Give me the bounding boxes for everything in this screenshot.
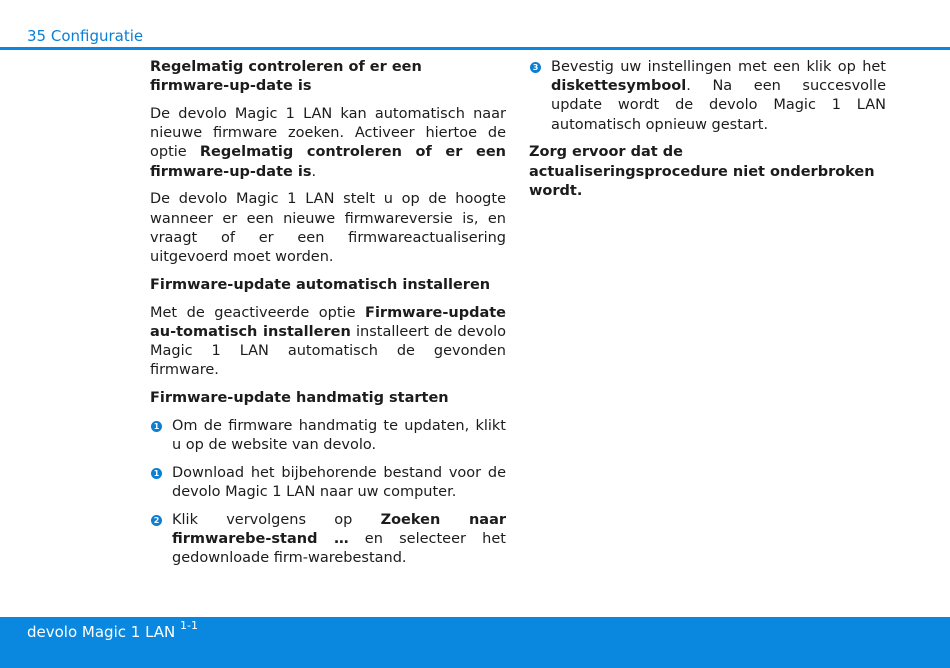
step-number-icon: 3 <box>530 62 541 73</box>
step-item <box>150 417 506 455</box>
step-text: Download het bijbehorende bestand voor de devolo Magic 1 LAN naar uw computer. <box>172 464 506 501</box>
step-item <box>150 464 506 502</box>
page-footer <box>0 617 950 668</box>
page-title: 35 Configuratie <box>27 27 144 45</box>
warning-note: Zorg ervoor dat de actualiseringsprocedure niet onderbroken wordt. <box>529 144 875 199</box>
section-heading-auto-install: Firmware-update automatisch installeren <box>150 276 491 293</box>
step-number-icon: 1 <box>151 421 162 432</box>
step-text: . Na een succesvolle update wordt de devolo Magic 1 LAN automatisch opnieuw gestart. <box>551 78 886 133</box>
text: installeert de devolo Magic 1 LAN automatisch de gevonden firmware. <box>150 323 506 379</box>
paragraph-notify: De devolo Magic 1 LAN stelt u op de hoogte wanneer er een nieuwe firmwareversie is, en vraagt of er een firmwareactualisering uitgevoerd moet worden. <box>150 191 506 266</box>
paragraph-auto-search <box>150 105 506 182</box>
version-number: 1-1 <box>180 619 198 632</box>
right-column <box>529 58 886 210</box>
step-number-icon: 2 <box>151 515 162 526</box>
product-name: devolo Magic 1 LAN <box>27 623 176 641</box>
option-name: Regelmatig controleren of er een firmware-up-date is <box>150 144 506 180</box>
header-divider <box>0 47 950 50</box>
text: . <box>311 163 317 180</box>
step-item <box>150 511 506 569</box>
button-name: Zoeken naar firmwarebe-stand … <box>172 511 506 548</box>
paragraph-auto-install <box>150 304 506 381</box>
text: Met de geactiveerde optie <box>150 304 366 321</box>
icon-name: diskettesymbool <box>551 78 687 95</box>
step-number-icon: 1 <box>151 468 162 479</box>
section-heading-check-updates: Regelmatig controleren of er een firmware-up-date is <box>150 59 422 95</box>
option-name: Firmware-update au-tomatisch installeren <box>150 304 506 340</box>
footer-product <box>27 621 198 641</box>
step-item <box>529 58 886 135</box>
left-column <box>150 58 506 577</box>
text: De devolo Magic 1 LAN kan automatisch naar nieuwe firmware zoeken. Activeer hiertoe de optie <box>150 106 506 161</box>
page-header <box>0 0 950 50</box>
step-text: en selecteer het gedownloade firm-warebestand. <box>172 531 506 567</box>
step-text: Om de firmware handmatig te updaten, klikt u op de website van devolo. <box>172 417 506 454</box>
step-text: Klik vervolgens op <box>172 511 381 528</box>
section-heading-manual-update: Firmware-update handmatig starten <box>150 390 449 407</box>
step-text: Bevestig uw instellingen met een klik op het <box>551 59 886 75</box>
